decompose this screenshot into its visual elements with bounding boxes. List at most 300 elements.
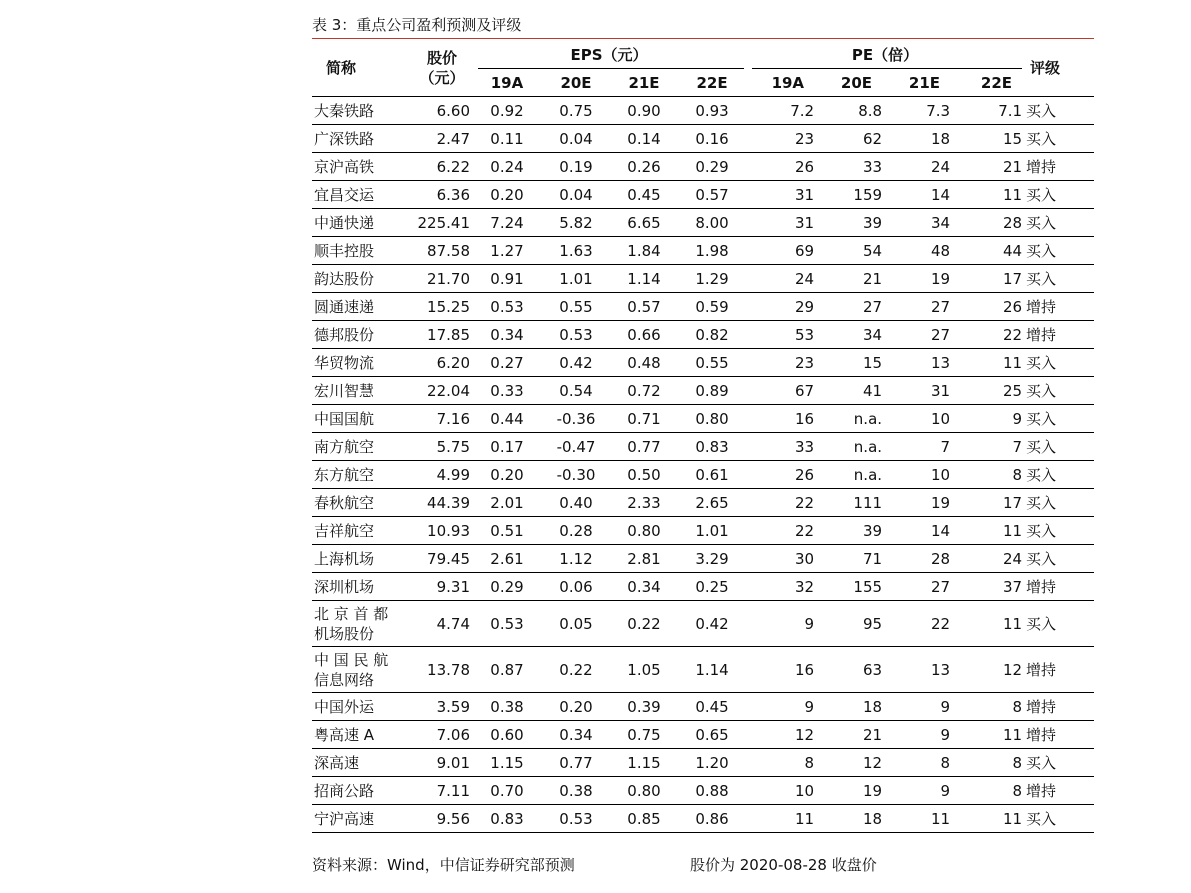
eps-value: 0.42 [542,349,610,377]
header-price-line1: 股价 [426,48,457,67]
pe-value: 16 [746,647,816,693]
company-name: 中国外运 [312,693,412,721]
pe-value: 11 [952,181,1024,209]
company-name: 中通快递 [312,209,412,237]
eps-value: 0.45 [678,693,746,721]
rating: 增持 [1024,693,1094,721]
eps-value: 0.87 [472,647,542,693]
pe-value: 48 [884,237,952,265]
pe-value: 9 [884,693,952,721]
rating: 增持 [1024,647,1094,693]
eps-value: 0.51 [472,517,542,545]
header-eps-year: 22E [678,69,746,97]
eps-value: 0.14 [610,125,678,153]
eps-value: 0.90 [610,97,678,125]
eps-value: 0.19 [542,153,610,181]
pe-value: 11 [746,805,816,833]
eps-value: 1.20 [678,749,746,777]
rating: 买入 [1024,125,1094,153]
eps-value: 0.34 [542,721,610,749]
company-name [312,601,412,647]
share-price: 6.60 [412,97,472,125]
eps-value: -0.30 [542,461,610,489]
share-price: 6.36 [412,181,472,209]
footer [312,855,1112,875]
eps-value: 0.16 [678,125,746,153]
share-price: 79.45 [412,545,472,573]
share-price: 9.31 [412,573,472,601]
pe-value: 33 [816,153,884,181]
eps-value: 0.70 [472,777,542,805]
rating: 增持 [1024,777,1094,805]
company-name: 南方航空 [312,433,412,461]
pe-value: 14 [884,181,952,209]
pe-value: 22 [884,601,952,647]
eps-value: 1.15 [610,749,678,777]
source-note: 资料来源：Wind，中信证券研究部预测 [312,856,575,874]
eps-value: 0.42 [678,601,746,647]
table-row [312,265,1094,293]
eps-value: -0.36 [542,405,610,433]
eps-value: 1.14 [678,647,746,693]
eps-value: 0.82 [678,321,746,349]
eps-value: 1.12 [542,545,610,573]
pe-value: 15 [952,125,1024,153]
company-name: 宏川智慧 [312,377,412,405]
eps-value: 0.61 [678,461,746,489]
eps-value: 0.85 [610,805,678,833]
rating: 增持 [1024,573,1094,601]
eps-value: 0.26 [610,153,678,181]
pe-value: 11 [952,349,1024,377]
company-name: 宁沪高速 [312,805,412,833]
pe-value: 23 [746,349,816,377]
company-name: 华贸物流 [312,349,412,377]
eps-value: 0.55 [678,349,746,377]
eps-value: 0.20 [542,693,610,721]
pe-value: 18 [884,125,952,153]
eps-value: -0.47 [542,433,610,461]
table-row [312,97,1094,125]
eps-value: 0.72 [610,377,678,405]
price-date-note: 股价为 2020-08-28 收盘价 [690,856,877,874]
rating: 买入 [1024,489,1094,517]
eps-value: 0.50 [610,461,678,489]
header-pe-year: 22E [952,69,1024,97]
pe-value: 10 [884,461,952,489]
pe-value: 18 [816,693,884,721]
pe-value: 13 [884,647,952,693]
eps-value: 0.66 [610,321,678,349]
eps-value: 0.25 [678,573,746,601]
eps-value: 0.80 [610,517,678,545]
share-price: 225.41 [412,209,472,237]
eps-value: 0.29 [678,153,746,181]
eps-value: 0.65 [678,721,746,749]
company-name: 广深铁路 [312,125,412,153]
pe-value: 22 [746,489,816,517]
pe-value: 22 [746,517,816,545]
pe-value: 31 [746,181,816,209]
company-name: 圆通速递 [312,293,412,321]
pe-value: 11 [952,721,1024,749]
company-name: 深圳机场 [312,573,412,601]
table-row [312,517,1094,545]
eps-value: 0.53 [542,805,610,833]
share-price: 22.04 [412,377,472,405]
header-pe-year: 21E [884,69,952,97]
pe-value: 24 [746,265,816,293]
eps-value: 0.75 [610,721,678,749]
header-eps-year: 21E [610,69,678,97]
eps-value: 0.20 [472,181,542,209]
eps-value: 2.33 [610,489,678,517]
eps-value: 0.20 [472,461,542,489]
pe-value: 34 [816,321,884,349]
company-name-line1: 北 京 首 都 [314,604,389,623]
rating: 买入 [1024,377,1094,405]
table-row [312,125,1094,153]
rating: 买入 [1024,405,1094,433]
eps-value: 0.45 [610,181,678,209]
pe-value: 9 [884,777,952,805]
eps-value: 0.44 [472,405,542,433]
share-price: 5.75 [412,433,472,461]
header-eps-group: EPS（元） [472,39,746,69]
eps-value: 0.04 [542,125,610,153]
pe-value: 34 [884,209,952,237]
share-price: 7.16 [412,405,472,433]
pe-value: 32 [746,573,816,601]
header-pe-year: 20E [816,69,884,97]
pe-value: 155 [816,573,884,601]
pe-value: 9 [746,601,816,647]
header-eps-year: 20E [542,69,610,97]
eps-value: 1.63 [542,237,610,265]
pe-value: 25 [952,377,1024,405]
eps-value: 0.33 [472,377,542,405]
pe-value: 8.8 [816,97,884,125]
pe-value: 37 [952,573,1024,601]
eps-value: 0.34 [472,321,542,349]
eps-value: 8.00 [678,209,746,237]
pe-value: 19 [884,489,952,517]
share-price: 15.25 [412,293,472,321]
rating: 买入 [1024,265,1094,293]
forecast-table [312,39,1094,833]
rating: 买入 [1024,433,1094,461]
eps-value: 6.65 [610,209,678,237]
share-price: 7.06 [412,721,472,749]
pe-value: n.a. [816,461,884,489]
company-name-line2: 机场股份 [314,624,375,643]
pe-value: 69 [746,237,816,265]
pe-value: 29 [746,293,816,321]
eps-value: 0.40 [542,489,610,517]
pe-value: 24 [884,153,952,181]
table-row [312,349,1094,377]
pe-value: 111 [816,489,884,517]
table-row [312,489,1094,517]
pe-value: 31 [884,377,952,405]
rating: 买入 [1024,97,1094,125]
eps-value: 0.11 [472,125,542,153]
pe-value: 11 [952,601,1024,647]
table-row [312,293,1094,321]
eps-value: 1.01 [678,517,746,545]
share-price: 9.56 [412,805,472,833]
company-name: 德邦股份 [312,321,412,349]
pe-value: n.a. [816,433,884,461]
share-price: 4.74 [412,601,472,647]
eps-value: 0.77 [542,749,610,777]
header-eps-year: 19A [472,69,542,97]
rating: 买入 [1024,545,1094,573]
eps-value: 0.53 [472,601,542,647]
pe-value: 27 [884,293,952,321]
company-name-line1: 中 国 民 航 [314,650,389,669]
eps-value: 0.38 [472,693,542,721]
table-row [312,721,1094,749]
company-name: 韵达股份 [312,265,412,293]
pe-value: 71 [816,545,884,573]
pe-value: 16 [746,405,816,433]
company-name: 吉祥航空 [312,517,412,545]
rating: 增持 [1024,721,1094,749]
pe-value: 12 [816,749,884,777]
eps-value: 0.83 [678,433,746,461]
eps-value: 0.54 [542,377,610,405]
pe-value: n.a. [816,405,884,433]
pe-value: 11 [952,517,1024,545]
share-price: 44.39 [412,489,472,517]
eps-value: 1.15 [472,749,542,777]
eps-value: 0.59 [678,293,746,321]
pe-value: 53 [746,321,816,349]
eps-value: 1.05 [610,647,678,693]
pe-value: 7 [952,433,1024,461]
pe-value: 8 [952,693,1024,721]
eps-value: 2.65 [678,489,746,517]
eps-value: 0.57 [610,293,678,321]
pe-value: 18 [816,805,884,833]
eps-value: 0.86 [678,805,746,833]
pe-value: 39 [816,517,884,545]
pe-value: 19 [816,777,884,805]
company-name: 京沪高铁 [312,153,412,181]
rating: 买入 [1024,601,1094,647]
header-pe-group: PE（倍） [746,39,1024,69]
company-name: 深高速 [312,749,412,777]
pe-value: 17 [952,265,1024,293]
pe-value: 26 [746,461,816,489]
pe-value: 7.2 [746,97,816,125]
pe-value: 15 [816,349,884,377]
table-row [312,461,1094,489]
pe-value: 28 [952,209,1024,237]
eps-value: 2.01 [472,489,542,517]
eps-value: 0.83 [472,805,542,833]
header-pe-year: 19A [746,69,816,97]
pe-value: 10 [746,777,816,805]
eps-value: 0.92 [472,97,542,125]
pe-value: 22 [952,321,1024,349]
eps-value: 0.04 [542,181,610,209]
pe-value: 23 [746,125,816,153]
eps-value: 0.39 [610,693,678,721]
eps-value: 1.14 [610,265,678,293]
eps-value: 0.77 [610,433,678,461]
pe-value: 30 [746,545,816,573]
company-name: 上海机场 [312,545,412,573]
pe-value: 62 [816,125,884,153]
eps-value: 2.81 [610,545,678,573]
eps-value: 1.01 [542,265,610,293]
company-name: 大秦铁路 [312,97,412,125]
rating: 增持 [1024,321,1094,349]
company-name: 招商公路 [312,777,412,805]
share-price: 4.99 [412,461,472,489]
pe-value: 67 [746,377,816,405]
table-row [312,209,1094,237]
header-name: 简称 [312,39,412,97]
eps-value: 1.27 [472,237,542,265]
pe-value: 26 [952,293,1024,321]
eps-value: 0.80 [610,777,678,805]
company-name: 顺丰控股 [312,237,412,265]
share-price: 7.11 [412,777,472,805]
pe-value: 7.1 [952,97,1024,125]
eps-value: 0.28 [542,517,610,545]
pe-value: 41 [816,377,884,405]
eps-value: 0.93 [678,97,746,125]
rating: 买入 [1024,237,1094,265]
eps-value: 0.57 [678,181,746,209]
eps-value: 0.29 [472,573,542,601]
eps-value: 0.24 [472,153,542,181]
header-rating: 评级 [1024,39,1094,97]
pe-value: 14 [884,517,952,545]
eps-value: 0.60 [472,721,542,749]
table-row [312,405,1094,433]
pe-value: 21 [816,721,884,749]
table-row [312,153,1094,181]
table-row [312,647,1094,693]
company-name: 东方航空 [312,461,412,489]
rating: 买入 [1024,517,1094,545]
rating: 买入 [1024,461,1094,489]
share-price: 87.58 [412,237,472,265]
pe-value: 13 [884,349,952,377]
eps-value: 0.88 [678,777,746,805]
eps-value: 3.29 [678,545,746,573]
table-row [312,237,1094,265]
rating: 买入 [1024,209,1094,237]
pe-value: 19 [884,265,952,293]
table-row [312,377,1094,405]
eps-value: 0.80 [678,405,746,433]
table-row [312,545,1094,573]
pe-value: 12 [952,647,1024,693]
eps-value: 0.22 [542,647,610,693]
table-row [312,321,1094,349]
share-price: 6.20 [412,349,472,377]
table-row [312,749,1094,777]
share-price: 3.59 [412,693,472,721]
eps-value: 2.61 [472,545,542,573]
rating: 买入 [1024,181,1094,209]
eps-value: 7.24 [472,209,542,237]
table-row [312,573,1094,601]
pe-value: 9 [746,693,816,721]
eps-value: 0.27 [472,349,542,377]
share-price: 10.93 [412,517,472,545]
share-price: 13.78 [412,647,472,693]
rating: 买入 [1024,749,1094,777]
eps-value: 0.91 [472,265,542,293]
eps-value: 5.82 [542,209,610,237]
pe-value: 17 [952,489,1024,517]
rating: 买入 [1024,805,1094,833]
table-body [312,97,1094,833]
pe-value: 26 [746,153,816,181]
eps-value: 0.17 [472,433,542,461]
pe-value: 31 [746,209,816,237]
pe-value: 12 [746,721,816,749]
share-price: 6.22 [412,153,472,181]
eps-value: 0.53 [472,293,542,321]
pe-value: 8 [952,461,1024,489]
pe-value: 7.3 [884,97,952,125]
table-row [312,805,1094,833]
eps-value: 0.48 [610,349,678,377]
pe-value: 8 [746,749,816,777]
table-caption: 表 3：重点公司盈利预测及评级 [312,16,522,34]
table-row [312,181,1094,209]
rating: 增持 [1024,293,1094,321]
header-price [412,39,472,97]
company-name-line2: 信息网络 [314,670,375,689]
pe-value: 28 [884,545,952,573]
pe-value: 7 [884,433,952,461]
pe-value: 27 [884,573,952,601]
share-price: 2.47 [412,125,472,153]
table-row [312,777,1094,805]
company-name: 宜昌交运 [312,181,412,209]
pe-value: 27 [884,321,952,349]
eps-value: 1.98 [678,237,746,265]
company-name: 春秋航空 [312,489,412,517]
rating: 增持 [1024,153,1094,181]
pe-value: 10 [884,405,952,433]
share-price: 17.85 [412,321,472,349]
eps-value: 1.29 [678,265,746,293]
eps-value: 0.05 [542,601,610,647]
table-row [312,693,1094,721]
pe-value: 8 [952,777,1024,805]
pe-value: 27 [816,293,884,321]
eps-value: 0.71 [610,405,678,433]
pe-value: 9 [952,405,1024,433]
pe-value: 8 [884,749,952,777]
eps-value: 0.75 [542,97,610,125]
eps-value: 0.34 [610,573,678,601]
pe-value: 11 [884,805,952,833]
share-price: 21.70 [412,265,472,293]
eps-value: 0.06 [542,573,610,601]
share-price: 9.01 [412,749,472,777]
company-name: 中国国航 [312,405,412,433]
